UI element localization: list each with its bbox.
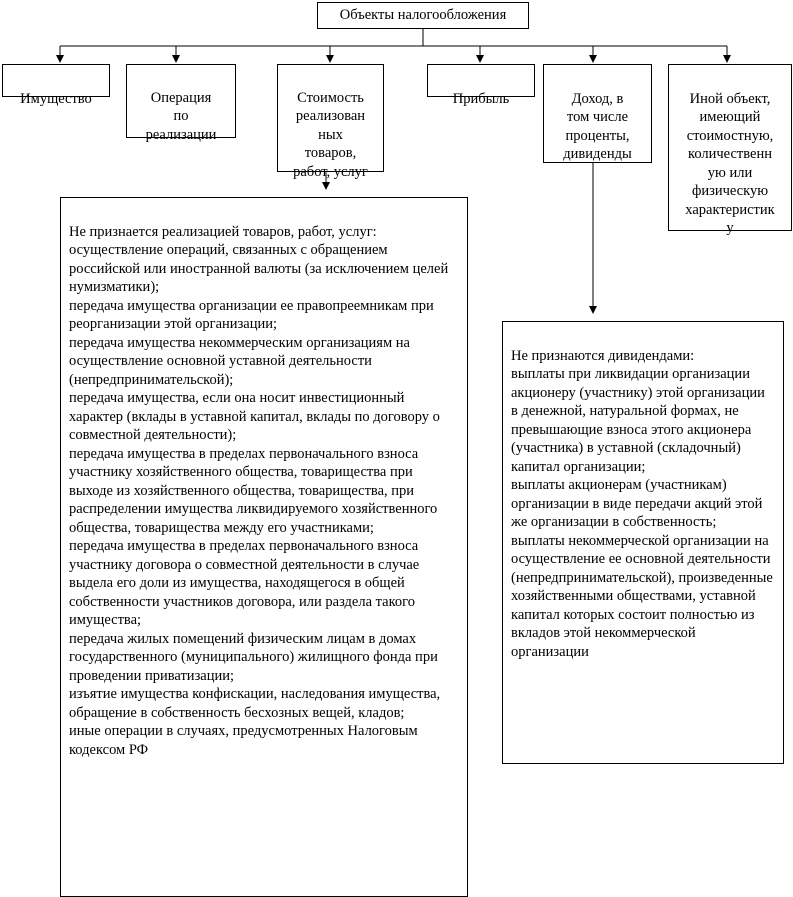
root-label: Объекты налогообложения	[339, 7, 507, 23]
not-sales-text: Не признается реализацией товаров, работ, услуг: осуществление операций, связанных с обращением российской или иностранной валюты (за исключением целей нумизматики); передача имущества организации ее правопреемникам при реорганизации этой организации; передача имущества некоммерческим организациям на осуществление основной уставной деятельности (непредпринимательской); передача имущества, если она носит инвестиционный характер (вклады в уставной капитал, вклады по договору о совместной деятельности); передача имущества в пределах первоначального взноса участнику хозяйственного общества, товарищества при выходе из хозяйственного общества, товарищества, при распределении имущества ликвидируемого хозяйственного общества, товарищества между его участниками; передача имущества в пределах первоначального взноса участнику договора о совместной деятельности в случае выдела его доли из имущества, находящегося в общей собственности участников договора, или раздела такого имущества; передача жилых помещений физическим лицам в домах государственного (муниципального) жилищного фонда при проведении приватизации; изъятие имущества конфискации, наследования имущества, обращение в собственность бесхозных вещей, кладов; иные операции в случаях, предусмотренных Налоговым кодексом РФ	[69, 223, 449, 758]
object-sales-operation-label: Операция по реализации	[145, 89, 217, 143]
not-sales-box	[60, 197, 468, 897]
not-dividends-box	[502, 321, 784, 764]
object-goods-cost	[277, 64, 384, 180]
object-profit-label: Прибыль	[452, 90, 510, 107]
object-income	[543, 64, 652, 163]
object-property-label: Имущество	[20, 90, 92, 107]
object-sales-operation	[126, 64, 236, 143]
object-goods-cost-label: Стоимость реализован ных товаров, работ, услуг	[293, 89, 368, 180]
object-other	[668, 64, 792, 236]
not-dividends-text: Не признаются дивидендами: выплаты при ликвидации организации акционеру (участнику) этой организации в денежной, натуральной формах, не превышающие взноса этого акционера (участника) в уставной (складочный) капитал организации; выплаты акционерам (участникам) организации в виде передачи акций этой же организации в собственность; выплаты некоммерческой организации на осуществление ее основной деятельности (непредпринимательской), произведенные хозяйственными обществами, уставной капитал которых состоит полностью из вкладов этой некоммерческой организации	[511, 347, 773, 660]
object-income-label: Доход, в том числе проценты, дивиденды	[563, 90, 632, 162]
root-box	[317, 2, 529, 29]
object-profit	[427, 64, 535, 107]
object-property	[2, 64, 110, 107]
object-other-label: Иной объект, имеющий стоимостную, количественн ую или физическую характеристик у	[685, 90, 775, 236]
